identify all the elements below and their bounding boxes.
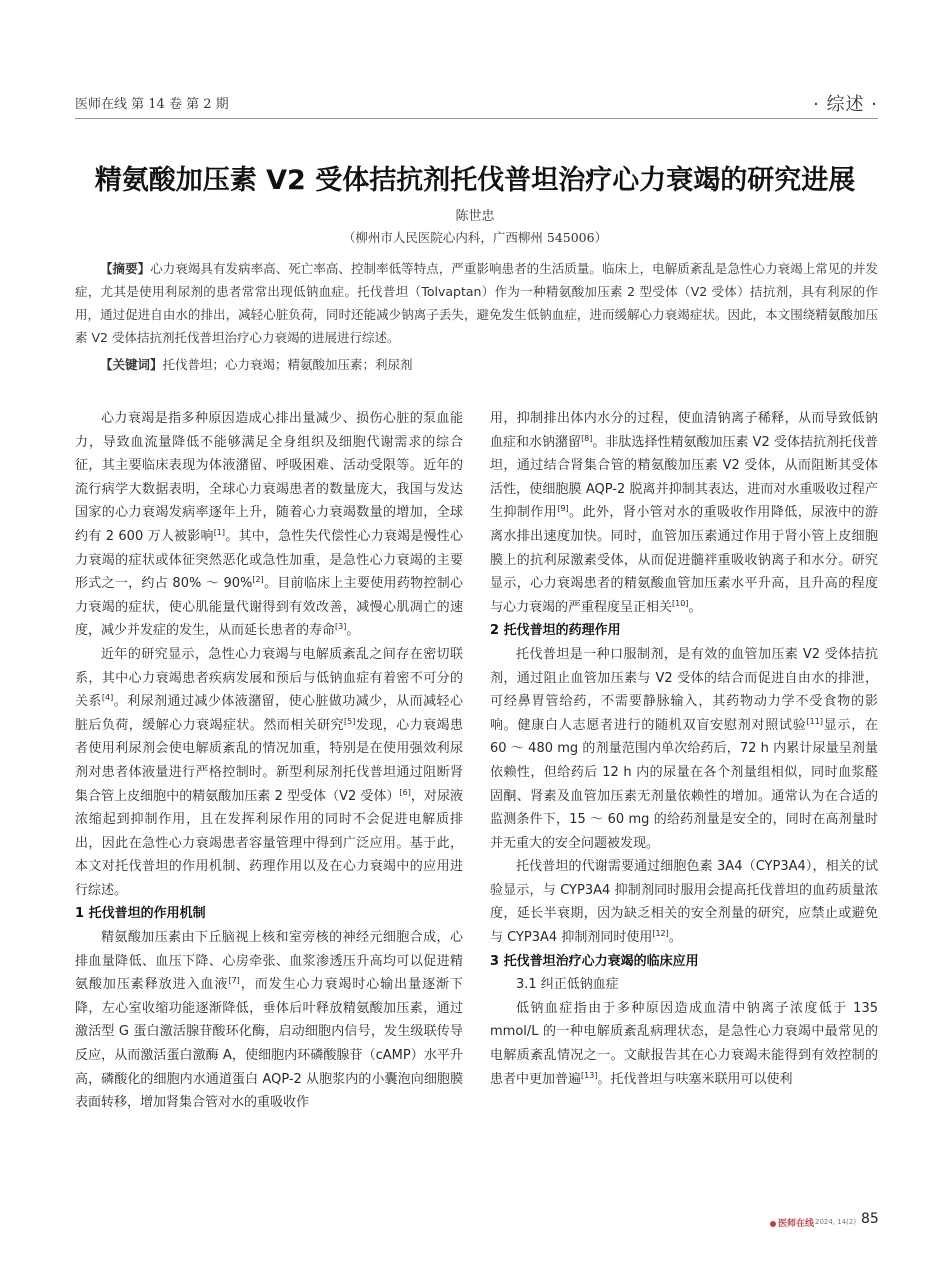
citation: [5] xyxy=(344,716,356,726)
section-label: · 综述 · xyxy=(813,94,878,115)
citation: [4] xyxy=(101,693,114,703)
left-column xyxy=(75,407,463,1115)
journal-header: 医师在线 第 14 卷 第 2 期 xyxy=(75,97,229,112)
right-column xyxy=(490,407,878,1091)
citation: [11] xyxy=(806,716,823,726)
paragraph: 托伐普坦是一种口服制剂，是有效的血管加压素 V2 受体拮抗剂，通过阻止血管加压素与 V2 受体的结合而促进自由水的排泄，可经鼻胃管给药，不需要静脉输入，其药物动力学不受食物的影响。健康白人志愿者进行的随机双盲安慰剂对照试验[11]显示，在 60 ～ 480 mg 的剂量范围内单次给药后，72 h 内累计尿量呈剂量依赖性，但给药后 12 h 内的尿量在各个剂量组相似，同时血浆醛固酮、肾素及血管加压素无剂量依赖性的增加。通常认为在合适的监测条件下，15 ～ 60 mg 的给药剂量是安全的，同时在高剂量时并无重大的安全问题被发现。 xyxy=(490,646,878,851)
abstract-text: 心力衰竭具有发病率高、死亡率高、控制率低等特点，严重影响患者的生活质量。临床上，电解质紊乱是急性心力衰竭上常见的并发症，尤其是使用利尿剂的患者常常出现低钠血症。托伐普坦（Tolvaptan）作为一种精氨酸加压素 2 型受体（V2 受体）拮抗剂，具有利尿的作用，通过促进自由水的排出，减轻心脏负荷，同时还能减少钠离子丢失，避免发生低钠血症，进而缓解心力衰竭症状。因此，本文围绕精氨酸加压素 V2 受体拮抗剂托伐普坦治疗心力衰竭的进展进行综述。 xyxy=(75,261,878,345)
citation: [10] xyxy=(672,598,689,608)
section-heading: 1 托伐普坦的作用机制 xyxy=(75,906,206,922)
paragraph: 低钠血症指由于多种原因造成血清中钠离子浓度低于 135 mmol/L 的一种电解质紊乱病理状态，是急性心力衰竭中最常见的电解质紊乱情况之一。文献报告其在心力衰竭未能得到有效控制的患者中更加普遍[13]。托伐普坦与呋塞米联用可以使利 xyxy=(490,1000,878,1087)
paragraph: 心力衰竭是指多种原因造成心排出量减少、损伤心脏的泵血能力，导致血流量降低不能够满足全身组织及细胞代谢需求的综合征，其主要临床表现为体液潴留、呼吸困难、活动受限等。近年的流行病学大数据表明，全球心力衰竭患者的数量庞大，我国与发达国家的心力衰竭发病率逐年上升，随着心力衰竭数量的增加，全球约有 2 600 万人被影响[1]。其中，急性失代偿性心力衰竭是慢性心力衰竭的症状或体征突然恶化或急性加重，是急性心力衰竭的主要形式之一，约占 80% ～ 90%[2]。目前临床上主要使用药物控制心力衰竭的症状，使心肌能量代谢得到有效改善，减慢心肌凋亡的速度，减少并发症的发生，从而延长患者的寿命[3]。 xyxy=(75,411,463,639)
citation: [8] xyxy=(581,433,593,443)
paragraph: 精氨酸加压素由下丘脑视上核和室旁核的神经元细胞合成，心排血量降低、血压下降、心房牵张、血浆渗透压升高均可以促进精氨酸加压素释放进入血液[7]，而发生心力衰竭时心输出量逐渐下降，左心室收缩功能逐渐降低，垂体后叶释放精氨酸加压素，通过激活型 G 蛋白激活腺苷酸环化酶，启动细胞内信号，发生级联传导反应，从而激活蛋白激酶 A，使细胞内环磷酸腺苷（cAMP）水平升高，磷酸化的细胞内水通道蛋白 AQP-2 从胞浆内的小囊泡向细胞膜表面转移，增加肾集合管对水的重吸收作 xyxy=(75,930,463,1111)
abstract xyxy=(75,257,878,349)
citation: [12] xyxy=(652,929,669,939)
header-rule xyxy=(75,118,878,119)
citation: [7] xyxy=(228,976,240,986)
citation: [1] xyxy=(213,527,226,537)
logo-text: 医师在线 xyxy=(778,1219,815,1229)
abstract-label: 【摘要】 xyxy=(100,261,151,276)
page-number: 85 xyxy=(861,1211,879,1227)
subsection-heading: 3.1 纠正低钠血症 xyxy=(516,977,619,993)
citation: [6] xyxy=(399,787,411,797)
citation: [3] xyxy=(335,622,347,632)
logo-icon xyxy=(770,1221,776,1227)
keywords-text: 托伐普坦；心力衰竭；精氨酸加压素；利尿剂 xyxy=(162,357,413,372)
journal-logo xyxy=(770,1216,814,1229)
paragraph: 用，抑制排出体内水分的过程，使血清钠离子稀释，从而导致低钠血症和水钠潴留[8]。非肽选择性精氨酸加压素 V2 受体拮抗剂托伐普坦，通过结合肾集合管的精氨酸加压素 V2 受体，从而阻断其受体活性，使细胞膜 AQP-2 脱离并抑制其表达，进而对水重吸收过程产生抑制作用[9]。此外，肾小管对水的重吸收作用降低，尿液中的游离水排出速度加快。同时，血管加压素通过作用于肾小管上皮细胞膜上的抗利尿激素受体，从而促进髓袢重吸收钠离子和水分。研究显示，心力衰竭患者的精氨酸血管加压素水平升高，且升高的程度与心力衰竭的严重程度呈正相关[10]。 xyxy=(490,411,878,615)
article-title: 精氨酸加压素 V2 受体拮抗剂托伐普坦治疗心力衰竭的研究进展 xyxy=(94,165,856,196)
keywords xyxy=(75,353,878,376)
citation: [2] xyxy=(252,575,264,585)
footer-issue: 2024, 14(2) xyxy=(815,1218,857,1226)
citation: [13] xyxy=(581,1070,598,1080)
keywords-label: 【关键词】 xyxy=(100,357,163,372)
affiliation: （柳州市人民医院心内科，广西柳州 545006） xyxy=(342,230,608,245)
author: 陈世忠 xyxy=(455,209,495,224)
section-heading: 3 托伐普坦治疗心力衰竭的临床应用 xyxy=(490,953,699,969)
paragraph: 托伐普坦的代谢需要通过细胞色素 3A4（CYP3A4），相关的试验显示，与 CYP3A4 抑制剂同时服用会提高托伐普坦的血药质量浓度，延长半衰期，因为缺乏相关的安全剂量的研究，应禁止或避免与 CYP3A4 抑制剂同时使用[12]。 xyxy=(490,859,878,946)
citation: [9] xyxy=(557,504,569,514)
section-heading: 2 托伐普坦的药理作用 xyxy=(490,623,621,639)
paragraph: 近年的研究显示，急性心力衰竭与电解质紊乱之间存在密切联系，其中心力衰竭患者疾病发展和预后与低钠血症有着密不可分的关系[4]。利尿剂通过减少体液潴留，使心脏做功减少，从而减轻心脏后负荷，缓解心力衰竭症状。然而相关研究[5]发现，心力衰竭患者使用利尿剂会使电解质紊乱的情况加重，特别是在使用强效利尿剂对患者体液量进行严格控制时。新型利尿剂托伐普坦通过阻断肾集合管上皮细胞中的精氨酸加压素 2 型受体（V2 受体）[6]，对尿液浓缩起到抑制作用，且在发挥利尿作用的同时不会促进电解质排出，因此在急性心力衰竭患者容量管理中得到广泛应用。基于此，本文对托伐普坦的作用机制、药理作用以及在心力衰竭中的应用进行综述。 xyxy=(75,646,463,898)
